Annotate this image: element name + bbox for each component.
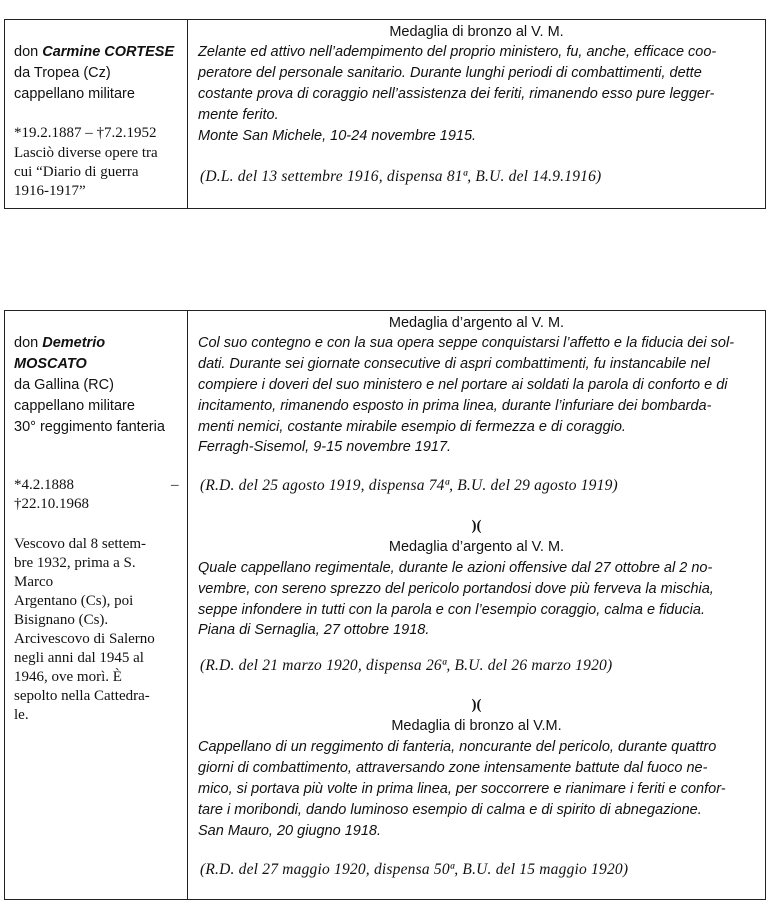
person-note-line: negli anni dal 1945 al	[14, 650, 144, 666]
award-text-line: dati. Durante sei giornate consecutive di aspri combattimenti, fu instancabile nel	[198, 356, 710, 372]
award-place: Monte San Michele, 10-24 novembre 1915.	[198, 128, 477, 144]
award-text-line: Quale cappellano regimentale, durante le azioni offensive dal 27 ottobre al 2 no-	[198, 560, 713, 576]
award-text-line: mico, si portava più volte in prima linea, per soccorrere e rianimare i feriti e confor-	[198, 781, 726, 797]
award-text-line: incitamento, rimanendo esposto in prima linea, durante l’infuriare dei bombarda-	[198, 398, 712, 414]
person-name-line: don Demetrio	[14, 335, 106, 351]
person-first-name: Demetrio	[42, 335, 106, 351]
person-origin: da Tropea (Cz)	[14, 65, 111, 81]
person-note-line: sepolto nella Cattedra-	[14, 688, 150, 704]
award-title: Medaglia d’argento al V. M.	[388, 539, 565, 555]
award-separator: )(	[471, 697, 482, 713]
award-reference: (R.D. del 25 agosto 1919, dispensa 74ª, B.U. del 29 agosto 1919)	[200, 477, 618, 494]
person-note-line: Marco	[14, 574, 54, 590]
person-surname: MOSCATO	[14, 356, 87, 372]
award-place: San Mauro, 20 giugno 1918.	[198, 823, 381, 839]
person-name-line: don Carmine CORTESE	[14, 44, 175, 60]
award-text-line: seppe infondere in tutti con la parola e con l’esempio coraggio, calma e fiducia.	[198, 602, 705, 618]
award-title: Medaglia d’argento al V. M.	[388, 315, 565, 331]
person-cell	[5, 311, 188, 899]
award-place: Piana di Sernaglia, 27 ottobre 1918.	[198, 622, 430, 638]
person-note-line: Argentano (Cs), poi	[14, 593, 134, 609]
dates-dash: –	[171, 477, 179, 493]
person-cell	[5, 20, 188, 208]
award-text-line: peratore del personale sanitario. Durante lunghi periodi di combattimenti, dette	[198, 65, 702, 81]
person-note-line: Lasciò diverse opere tra	[14, 145, 158, 161]
person-note-line: Bisignano (Cs).	[14, 612, 109, 628]
award-text-line: giorni di combattimento, attraversando zone intensamente battute dal fuoco ne-	[198, 760, 708, 776]
person-note-line: 1916-1917”	[14, 183, 86, 199]
award-reference: (D.L. del 13 settembre 1916, dispensa 81ª, B.U. del 14.9.1916)	[200, 168, 602, 185]
person-dates: *19.2.1887 – †7.2.1952	[14, 125, 157, 141]
award-separator: )(	[471, 518, 482, 534]
award-reference: (R.D. del 21 marzo 1920, dispensa 26ª, B.U. del 26 marzo 1920)	[200, 657, 613, 674]
person-note-line: cui “Diario di guerra	[14, 164, 139, 180]
person-unit: 30° reggimento fanteria	[14, 419, 165, 435]
award-text-line: menti nemici, costante mirabile esempio di fermezza e di coraggio.	[198, 419, 626, 435]
person-note-line: le.	[14, 707, 29, 723]
award-text-line: mente ferito.	[198, 107, 279, 123]
person-birth-date: *4.2.1888	[14, 477, 74, 493]
award-text-line: Zelante ed attivo nell’adempimento del proprio ministero, fu, anche, efficace coo-	[198, 44, 717, 60]
person-role: cappellano militare	[14, 86, 135, 102]
awards-cell	[188, 20, 765, 208]
award-title: Medaglia di bronzo al V. M.	[389, 24, 564, 40]
award-title: Medaglia di bronzo al V.M.	[391, 718, 562, 734]
person-origin: da Gallina (RC)	[14, 377, 114, 393]
award-reference: (R.D. del 27 maggio 1920, dispensa 50ª, B.U. del 15 maggio 1920)	[200, 861, 629, 878]
award-text-line: compiere i doveri del suo ministero e nel portare ai soldati la parola di conforto e di	[198, 377, 728, 393]
award-text-line: tare i moribondi, dando luminoso esempio di calma e di spirito di abnegazione.	[198, 802, 702, 818]
entry-table-cortese	[4, 19, 766, 209]
person-note-line: bre 1932, prima a S.	[14, 555, 136, 571]
person-note-line: Vescovo dal 8 settem-	[14, 536, 147, 552]
award-text-line: costante prova di coraggio nell’assistenza dei feriti, rimanendo esso pure legger-	[198, 86, 715, 102]
awards-cell	[188, 311, 765, 899]
award-place: Ferragh-Sisemol, 9-15 novembre 1917.	[198, 439, 452, 455]
award-text-line: vembre, con sereno sprezzo del pericolo portandosi dove più ferveva la mischia,	[198, 581, 714, 597]
entry-table-moscato	[4, 310, 766, 900]
person-note-line: Arcivescovo di Salerno	[14, 631, 155, 647]
person-name: Carmine CORTESE	[42, 44, 175, 60]
person-role: cappellano militare	[14, 398, 135, 414]
award-text-line: Col suo contegno e con la sua opera seppe conquistarsi l’affetto e la fiducia dei sol-	[198, 335, 735, 351]
person-note-line: 1946, ove morì. È	[14, 669, 122, 685]
person-death-date: †22.10.1968	[14, 496, 89, 512]
award-text-line: Cappellano di un reggimento di fanteria, noncurante del pericolo, durante quattro	[198, 739, 717, 755]
